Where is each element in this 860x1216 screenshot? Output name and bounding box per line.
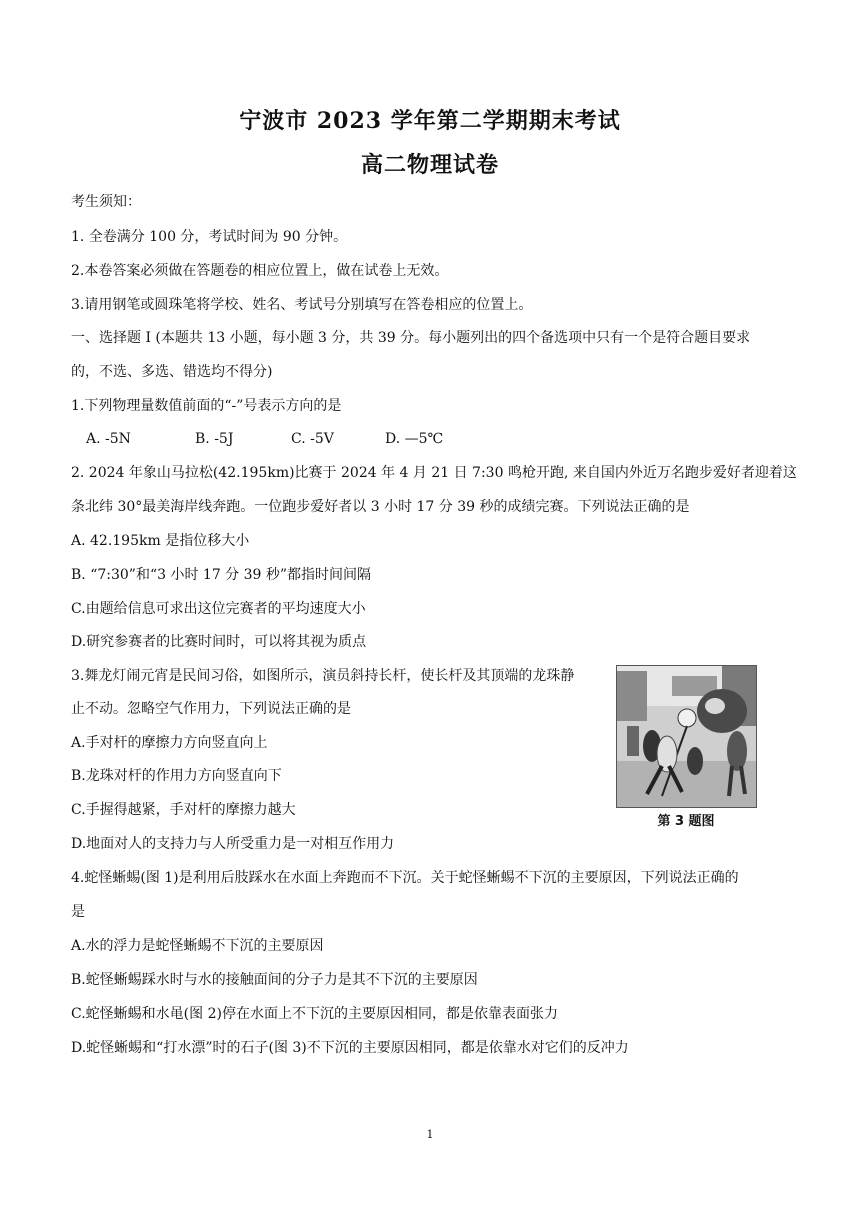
q2-option-a: A. 42.195km 是指位移大小 [71,533,250,549]
section-heading-line2: 的，不选、多选、错选均不得分) [71,364,273,380]
question-3-stem-line2: 止不动。忽略空气作用力，下列说法正确的是 [71,701,351,717]
question-4-stem-line2: 是 [71,904,85,920]
q4-option-b: B.蛇怪蜥蜴踩水时与水的接触面间的分子力是其不下沉的主要原因 [71,972,478,988]
q1-option-d: D. —5℃ [385,431,444,447]
question-1-stem: 1.下列物理量数值前面的“-”号表示方向的是 [71,398,342,414]
q2-option-c: C.由题给信息可求出这位完赛者的平均速度大小 [71,601,366,617]
question-4-stem-line1: 4.蛇怪蜥蜴(图 1)是利用后肢踩水在水面上奔跑而不下沉。关于蛇怪蜥蜴不下沉的主要原因，下列说法正确的 [71,870,739,886]
notice-item-3: 3.请用钢笔或圆珠笔将学校、姓名、考试号分别填写在答卷相应的位置上。 [71,297,533,313]
question-3-stem-line1: 3.舞龙灯闹元宵是民间习俗，如图所示，演员斜持长杆，使长杆及其顶端的龙珠静 [71,668,575,684]
q3-option-d: D.地面对人的支持力与人所受重力是一对相互作用力 [71,836,395,852]
q2-option-d: D.研究参赛者的比赛时间时，可以将其视为质点 [71,634,367,650]
exam-title: 宁波市 2023 学年第二学期期末考试 [239,108,621,134]
page-number: 1 [426,1128,434,1141]
q4-option-a: A.水的浮力是蛇怪蜥蜴不下沉的主要原因 [71,938,324,954]
q4-option-d: D.蛇怪蜥蜴和“打水漂”时的石子(图 3)不下沉的主要原因相同，都是依靠水对它们的反冲力 [71,1040,629,1056]
question-2-stem-line2: 条北纬 30°最美海岸线奔跑。一位跑步爱好者以 3 小时 17 分 39 秒的成绩完赛。下列说法正确的是 [71,499,690,515]
notice-item-2: 2.本卷答案必须做在答题卷的相应位置上，做在试卷上无效。 [71,263,449,279]
notice-heading: 考生须知： [71,194,141,210]
notice-item-1: 1. 全卷满分 100 分，考试时间为 90 分钟。 [71,229,348,245]
exam-subtitle: 高二物理试卷 [360,152,499,178]
section-heading-line1: 一、选择题 I (本题共 13 小题，每小题 3 分，共 39 分。每小题列出的四个备选项中只有一个是符合题目要求 [71,330,751,346]
q3-option-b: B.龙珠对杆的作用力方向竖直向下 [71,768,282,784]
q2-option-b: B. “7:30”和“3 小时 17 分 39 秒”都指时间间隔 [71,567,372,583]
q1-option-a: A. -5N [86,431,131,447]
q3-option-a: A.手对杆的摩擦力方向竖直向上 [71,735,268,751]
dragon-dance-photo [616,665,757,808]
figure-caption: 第 3 题图 [657,814,715,829]
question-2-stem-line1: 2. 2024 年象山马拉松(42.195km)比赛于 2024 年 4 月 21 日 7:30 鸣枪开跑, 来自国内外近万名跑步爱好者迎着这 [71,465,797,481]
q1-option-c: C. -5V [291,431,334,447]
q1-option-b: B. -5J [195,431,234,447]
q3-option-c: C.手握得越紧，手对杆的摩擦力越大 [71,802,296,818]
q4-option-c: C.蛇怪蜥蜴和水黾(图 2)停在水面上不下沉的主要原因相同，都是依靠表面张力 [71,1006,558,1022]
